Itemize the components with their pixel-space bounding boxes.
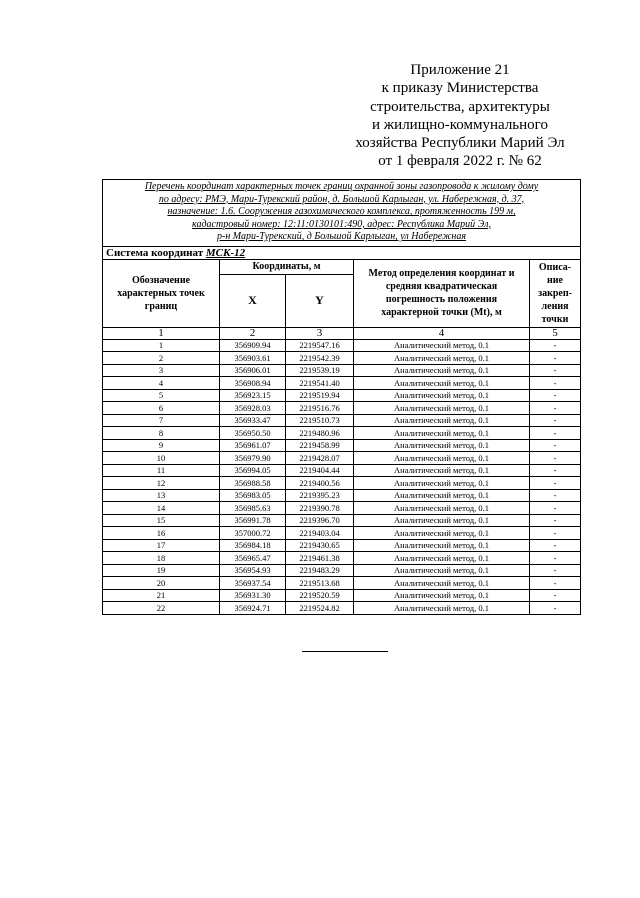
point-number-cell: 18 (103, 552, 220, 565)
point-number-cell: 19 (103, 564, 220, 577)
point-number-cell: 15 (103, 514, 220, 527)
method-cell: Аналитический метод, 0.1 (354, 564, 530, 577)
point-number-cell: 17 (103, 539, 220, 552)
description-cell: - (530, 489, 581, 502)
table-row (103, 414, 581, 427)
point-number-cell: 3 (103, 364, 220, 377)
coordinate-system-label: Система координат (106, 246, 204, 259)
method-cell: Аналитический метод, 0.1 (354, 589, 530, 602)
method-cell: Аналитический метод, 0.1 (354, 389, 530, 402)
header-x: X (220, 274, 286, 327)
method-cell: Аналитический метод, 0.1 (354, 514, 530, 527)
point-number-cell: 20 (103, 577, 220, 590)
title-line (107, 219, 576, 232)
y-coordinate-cell: 2219510.73 (286, 414, 354, 427)
title-line-text: назначение: 1.6. Сооружения газохимического комплекса, протяженность 199 м, (167, 206, 516, 218)
x-coordinate-cell: 356994.05 (220, 464, 286, 477)
x-coordinate-cell: 356985.63 (220, 502, 286, 515)
table-row (103, 489, 581, 502)
point-number-cell: 21 (103, 589, 220, 602)
title-line (107, 231, 576, 244)
column-number: 5 (530, 327, 581, 339)
x-coordinate-cell: 356950.50 (220, 427, 286, 440)
x-coordinate-cell: 356984.18 (220, 539, 286, 552)
description-cell: - (530, 589, 581, 602)
coordinate-system (103, 246, 581, 259)
x-coordinate-cell: 356933.47 (220, 414, 286, 427)
description-cell: - (530, 502, 581, 515)
method-cell: Аналитический метод, 0.1 (354, 377, 530, 390)
column-number: 4 (354, 327, 530, 339)
y-coordinate-cell: 2219480.96 (286, 427, 354, 440)
title-line-text: Перечень координат характерных точек границ охранной зоны газопровода к жилому дому (144, 181, 539, 192)
description-cell: - (530, 602, 581, 615)
method-cell: Аналитический метод, 0.1 (354, 439, 530, 452)
description-cell: - (530, 352, 581, 365)
description-cell: - (530, 339, 581, 352)
description-cell: - (530, 402, 581, 415)
method-cell: Аналитический метод, 0.1 (354, 339, 530, 352)
y-coordinate-cell: 2219400.56 (286, 477, 354, 490)
method-cell: Аналитический метод, 0.1 (354, 527, 530, 540)
point-number-cell: 11 (103, 464, 220, 477)
table-title-row (103, 180, 581, 247)
description-cell: - (530, 514, 581, 527)
header-designation: Обозначение характерных точек границ (103, 259, 220, 327)
header-method: Метод определения координат и средняя квадратическая погрешность положения характерной точки (Mt), м (354, 259, 530, 327)
point-number-cell: 12 (103, 477, 220, 490)
x-coordinate-cell: 356961.07 (220, 439, 286, 452)
x-coordinate-cell: 356931.30 (220, 589, 286, 602)
x-coordinate-cell: 356928.03 (220, 402, 286, 415)
y-coordinate-cell: 2219404.44 (286, 464, 354, 477)
table-row (103, 514, 581, 527)
method-cell: Аналитический метод, 0.1 (354, 489, 530, 502)
description-cell: - (530, 527, 581, 540)
header-coordinates: Координаты, м (220, 259, 354, 274)
description-cell: - (530, 552, 581, 565)
x-coordinate-cell: 356954.93 (220, 564, 286, 577)
method-cell: Аналитический метод, 0.1 (354, 539, 530, 552)
y-coordinate-cell: 2219539.19 (286, 364, 354, 377)
y-coordinate-cell: 2219516.76 (286, 402, 354, 415)
x-coordinate-cell: 357000.72 (220, 527, 286, 540)
x-coordinate-cell: 356908.94 (220, 377, 286, 390)
title-line-text: р-н Мари-Турекский, д Большой Карлыган, ул Набережная (216, 231, 467, 243)
method-cell: Аналитический метод, 0.1 (354, 502, 530, 515)
appendix-line: от 1 февраля 2022 г. № 62 (378, 153, 542, 170)
title-line (107, 206, 576, 219)
method-cell: Аналитический метод, 0.1 (354, 402, 530, 415)
x-coordinate-cell: 356903.61 (220, 352, 286, 365)
y-coordinate-cell: 2219428.07 (286, 452, 354, 465)
title-line-text: по адресу: РМЭ, Мари-Турекский район, д. Большой Карлыган, ул. Набережная, д. 37, (158, 193, 525, 205)
y-coordinate-cell: 2219513.68 (286, 577, 354, 590)
column-number: 2 (220, 327, 286, 339)
description-cell: - (530, 539, 581, 552)
table-row (103, 389, 581, 402)
appendix-line: строительства, архитектуры (370, 98, 550, 115)
y-coordinate-cell: 2219542.39 (286, 352, 354, 365)
table-row (103, 539, 581, 552)
table-row (103, 552, 581, 565)
x-coordinate-cell: 356979.90 (220, 452, 286, 465)
description-cell: - (530, 564, 581, 577)
appendix-header (335, 61, 585, 171)
point-number-cell: 14 (103, 502, 220, 515)
description-cell: - (530, 439, 581, 452)
y-coordinate-cell: 2219430.65 (286, 539, 354, 552)
point-number-cell: 4 (103, 377, 220, 390)
point-number-cell: 16 (103, 527, 220, 540)
point-number-cell: 5 (103, 389, 220, 402)
point-number-cell: 1 (103, 339, 220, 352)
table-row (103, 527, 581, 540)
table-row (103, 339, 581, 352)
x-coordinate-cell: 356923.15 (220, 389, 286, 402)
y-coordinate-cell: 2219541.40 (286, 377, 354, 390)
description-cell: - (530, 477, 581, 490)
method-cell: Аналитический метод, 0.1 (354, 577, 530, 590)
method-cell: Аналитический метод, 0.1 (354, 552, 530, 565)
table-row (103, 464, 581, 477)
method-cell: Аналитический метод, 0.1 (354, 364, 530, 377)
x-coordinate-cell: 356937.54 (220, 577, 286, 590)
title-line-text: кадастровый номер: 12:11:0130101:490, адрес: Республика Марий Эл, (192, 218, 491, 230)
description-cell: - (530, 377, 581, 390)
method-cell: Аналитический метод, 0.1 (354, 352, 530, 365)
title-line (107, 194, 576, 207)
column-number: 1 (103, 327, 220, 339)
header-row (103, 259, 581, 274)
table-row (103, 439, 581, 452)
y-coordinate-cell: 2219519.94 (286, 389, 354, 402)
table-row (103, 402, 581, 415)
point-number-cell: 8 (103, 427, 220, 440)
x-coordinate-cell: 356983.05 (220, 489, 286, 502)
y-coordinate-cell: 2219458.99 (286, 439, 354, 452)
header-description: Описа-ние закреп-ления точки (530, 259, 581, 327)
table-row (103, 452, 581, 465)
description-cell: - (530, 389, 581, 402)
point-number-cell: 22 (103, 602, 220, 615)
x-coordinate-cell: 356988.58 (220, 477, 286, 490)
signature-line (302, 651, 388, 652)
table-row (103, 577, 581, 590)
table-row (103, 352, 581, 365)
appendix-line: Приложение 21 (410, 62, 510, 78)
description-cell: - (530, 427, 581, 440)
coordinate-system-value: МСК-12 (205, 246, 246, 259)
x-coordinate-cell: 356991.78 (220, 514, 286, 527)
column-number: 3 (286, 327, 354, 339)
table-row (103, 502, 581, 515)
description-cell: - (530, 464, 581, 477)
coordinates-table (102, 179, 581, 615)
x-coordinate-cell: 356909.94 (220, 339, 286, 352)
column-numbers-row (103, 327, 581, 339)
header-y: Y (286, 274, 354, 327)
y-coordinate-cell: 2219461.38 (286, 552, 354, 565)
table-row (103, 364, 581, 377)
table-row (103, 589, 581, 602)
point-number-cell: 10 (103, 452, 220, 465)
table-title (103, 180, 581, 247)
y-coordinate-cell: 2219547.16 (286, 339, 354, 352)
table-row (103, 477, 581, 490)
table-row (103, 427, 581, 440)
method-cell: Аналитический метод, 0.1 (354, 427, 530, 440)
appendix-line: и жилищно-коммунального (372, 116, 548, 133)
coordinate-system-row (103, 246, 581, 259)
x-coordinate-cell: 356924.71 (220, 602, 286, 615)
description-cell: - (530, 364, 581, 377)
method-cell: Аналитический метод, 0.1 (354, 464, 530, 477)
x-coordinate-cell: 356965.47 (220, 552, 286, 565)
table-row (103, 377, 581, 390)
appendix-line: хозяйства Республики Марий Эл (355, 135, 565, 152)
y-coordinate-cell: 2219396.70 (286, 514, 354, 527)
table-row (103, 602, 581, 615)
y-coordinate-cell: 2219520.59 (286, 589, 354, 602)
appendix-line: к приказу Министерства (381, 80, 539, 97)
title-line (107, 181, 576, 194)
point-number-cell: 9 (103, 439, 220, 452)
table-row (103, 564, 581, 577)
description-cell: - (530, 414, 581, 427)
description-cell: - (530, 452, 581, 465)
method-cell: Аналитический метод, 0.1 (354, 602, 530, 615)
method-cell: Аналитический метод, 0.1 (354, 414, 530, 427)
x-coordinate-cell: 356906.01 (220, 364, 286, 377)
point-number-cell: 2 (103, 352, 220, 365)
y-coordinate-cell: 2219483.29 (286, 564, 354, 577)
y-coordinate-cell: 2219524.82 (286, 602, 354, 615)
y-coordinate-cell: 2219390.78 (286, 502, 354, 515)
description-cell: - (530, 577, 581, 590)
method-cell: Аналитический метод, 0.1 (354, 452, 530, 465)
point-number-cell: 6 (103, 402, 220, 415)
y-coordinate-cell: 2219395.23 (286, 489, 354, 502)
point-number-cell: 13 (103, 489, 220, 502)
y-coordinate-cell: 2219403.04 (286, 527, 354, 540)
method-cell: Аналитический метод, 0.1 (354, 477, 530, 490)
point-number-cell: 7 (103, 414, 220, 427)
